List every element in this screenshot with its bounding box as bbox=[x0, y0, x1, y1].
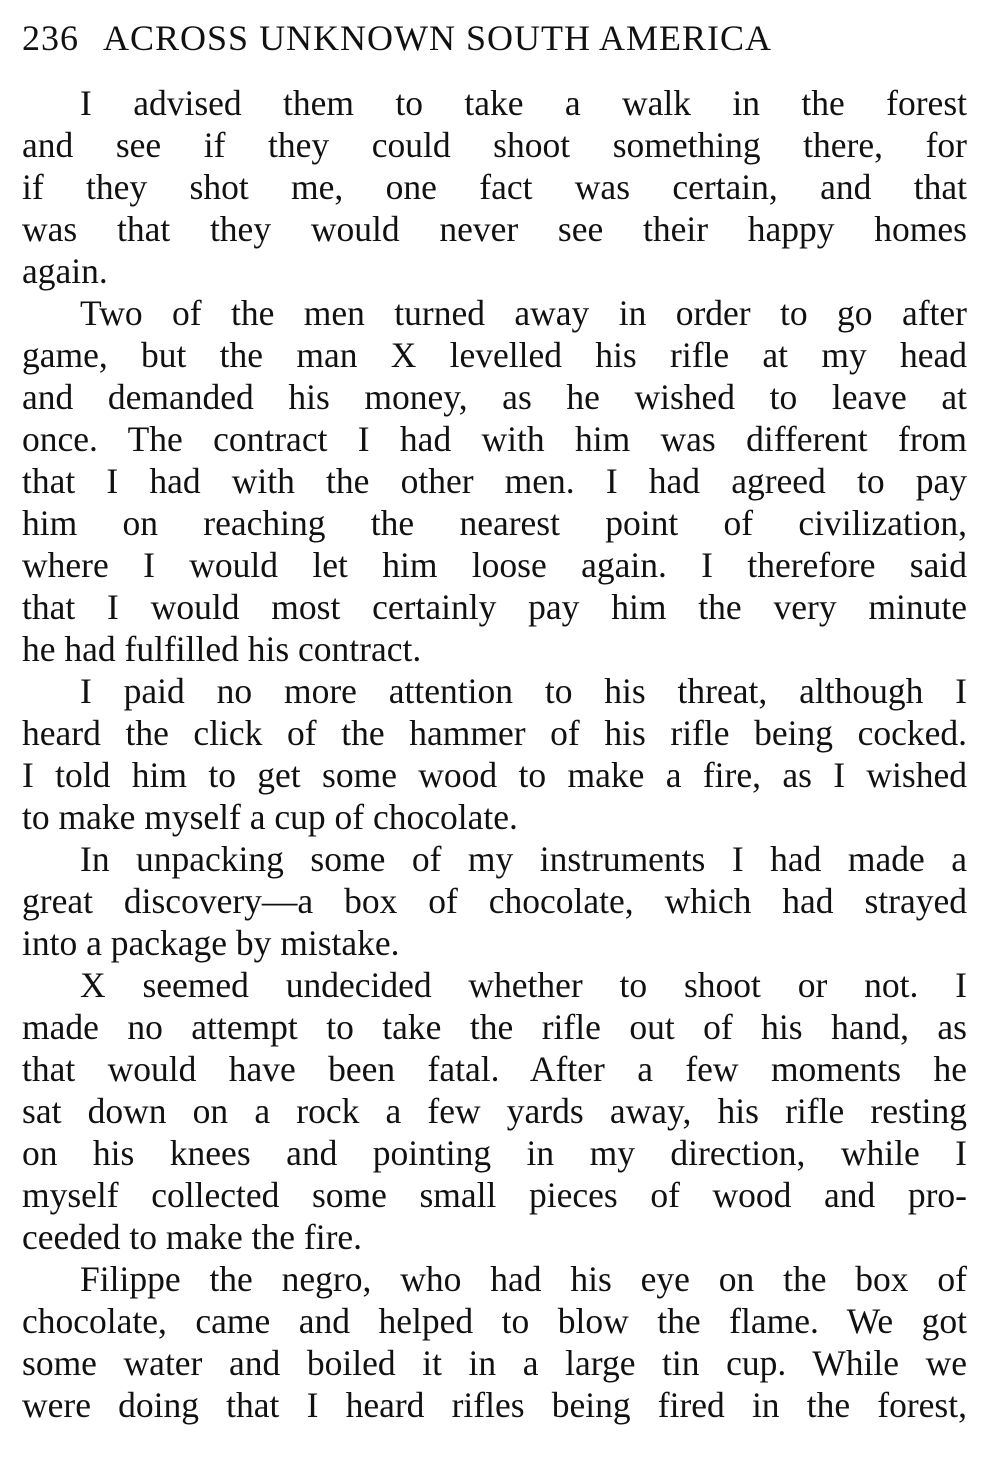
text-line: ceeded to make the fire. bbox=[22, 1217, 363, 1257]
text-line: and demanded his money, as he wished to leave at bbox=[22, 377, 967, 417]
text-line: heard the click of the hammer of his rifle being cocked. bbox=[22, 713, 967, 753]
text-line: chocolate, came and helped to blow the flame. We got bbox=[22, 1301, 967, 1341]
text-line: that would have been fatal. After a few moments he bbox=[22, 1049, 967, 1089]
text-line: was that they would never see their happy homes bbox=[22, 209, 967, 249]
paragraph bbox=[22, 838, 967, 964]
book-title: ACROSS UNKNOWN SOUTH AMERICA bbox=[103, 18, 773, 58]
text-line: if they shot me, one fact was certain, and that bbox=[22, 167, 967, 207]
paragraph bbox=[22, 292, 967, 670]
text-line: him on reaching the nearest point of civilization, bbox=[22, 503, 967, 543]
text-line: X seemed undecided whether to shoot or not. I bbox=[80, 965, 967, 1005]
text-line: I told him to get some wood to make a fire, as I wished bbox=[22, 755, 967, 795]
text-line: In unpacking some of my instruments I had made a bbox=[80, 839, 967, 879]
paragraph bbox=[22, 670, 967, 838]
text-line: game, but the man X levelled his rifle at my head bbox=[22, 335, 967, 375]
running-head bbox=[22, 14, 972, 62]
paragraph bbox=[22, 82, 967, 292]
text-line: I paid no more attention to his threat, although I bbox=[80, 671, 967, 711]
text-line: Filippe the negro, who had his eye on the box of bbox=[80, 1259, 967, 1299]
text-line: Two of the men turned away in order to go after bbox=[80, 293, 967, 333]
text-line: great discovery—a box of chocolate, which had strayed bbox=[22, 881, 967, 921]
text-line: I advised them to take a walk in the forest bbox=[80, 83, 967, 123]
text-line: were doing that I heard rifles being fired in the forest, bbox=[22, 1385, 967, 1425]
body-text bbox=[22, 82, 967, 1426]
text-line: where I would let him loose again. I therefore said bbox=[22, 545, 967, 585]
text-line: to make myself a cup of chocolate. bbox=[22, 797, 518, 837]
text-line: into a package by mistake. bbox=[22, 923, 400, 963]
paragraph bbox=[22, 964, 967, 1258]
text-line: that I would most certainly pay him the very minute bbox=[22, 587, 967, 627]
text-line: once. The contract I had with him was different from bbox=[22, 419, 967, 459]
text-line: and see if they could shoot something there, for bbox=[22, 125, 967, 165]
text-line: myself collected some small pieces of wood and pro- bbox=[22, 1175, 967, 1215]
text-line: on his knees and pointing in my direction, while I bbox=[22, 1133, 967, 1173]
paragraph bbox=[22, 1258, 967, 1426]
text-line: that I had with the other men. I had agreed to pay bbox=[22, 461, 967, 501]
text-line: he had fulfilled his contract. bbox=[22, 629, 422, 669]
page-number: 236 bbox=[22, 18, 79, 58]
text-line: some water and boiled it in a large tin cup. While we bbox=[22, 1343, 967, 1383]
text-line: sat down on a rock a few yards away, his rifle resting bbox=[22, 1091, 967, 1131]
text-line: made no attempt to take the rifle out of his hand, as bbox=[22, 1007, 967, 1047]
text-line: again. bbox=[22, 251, 108, 291]
